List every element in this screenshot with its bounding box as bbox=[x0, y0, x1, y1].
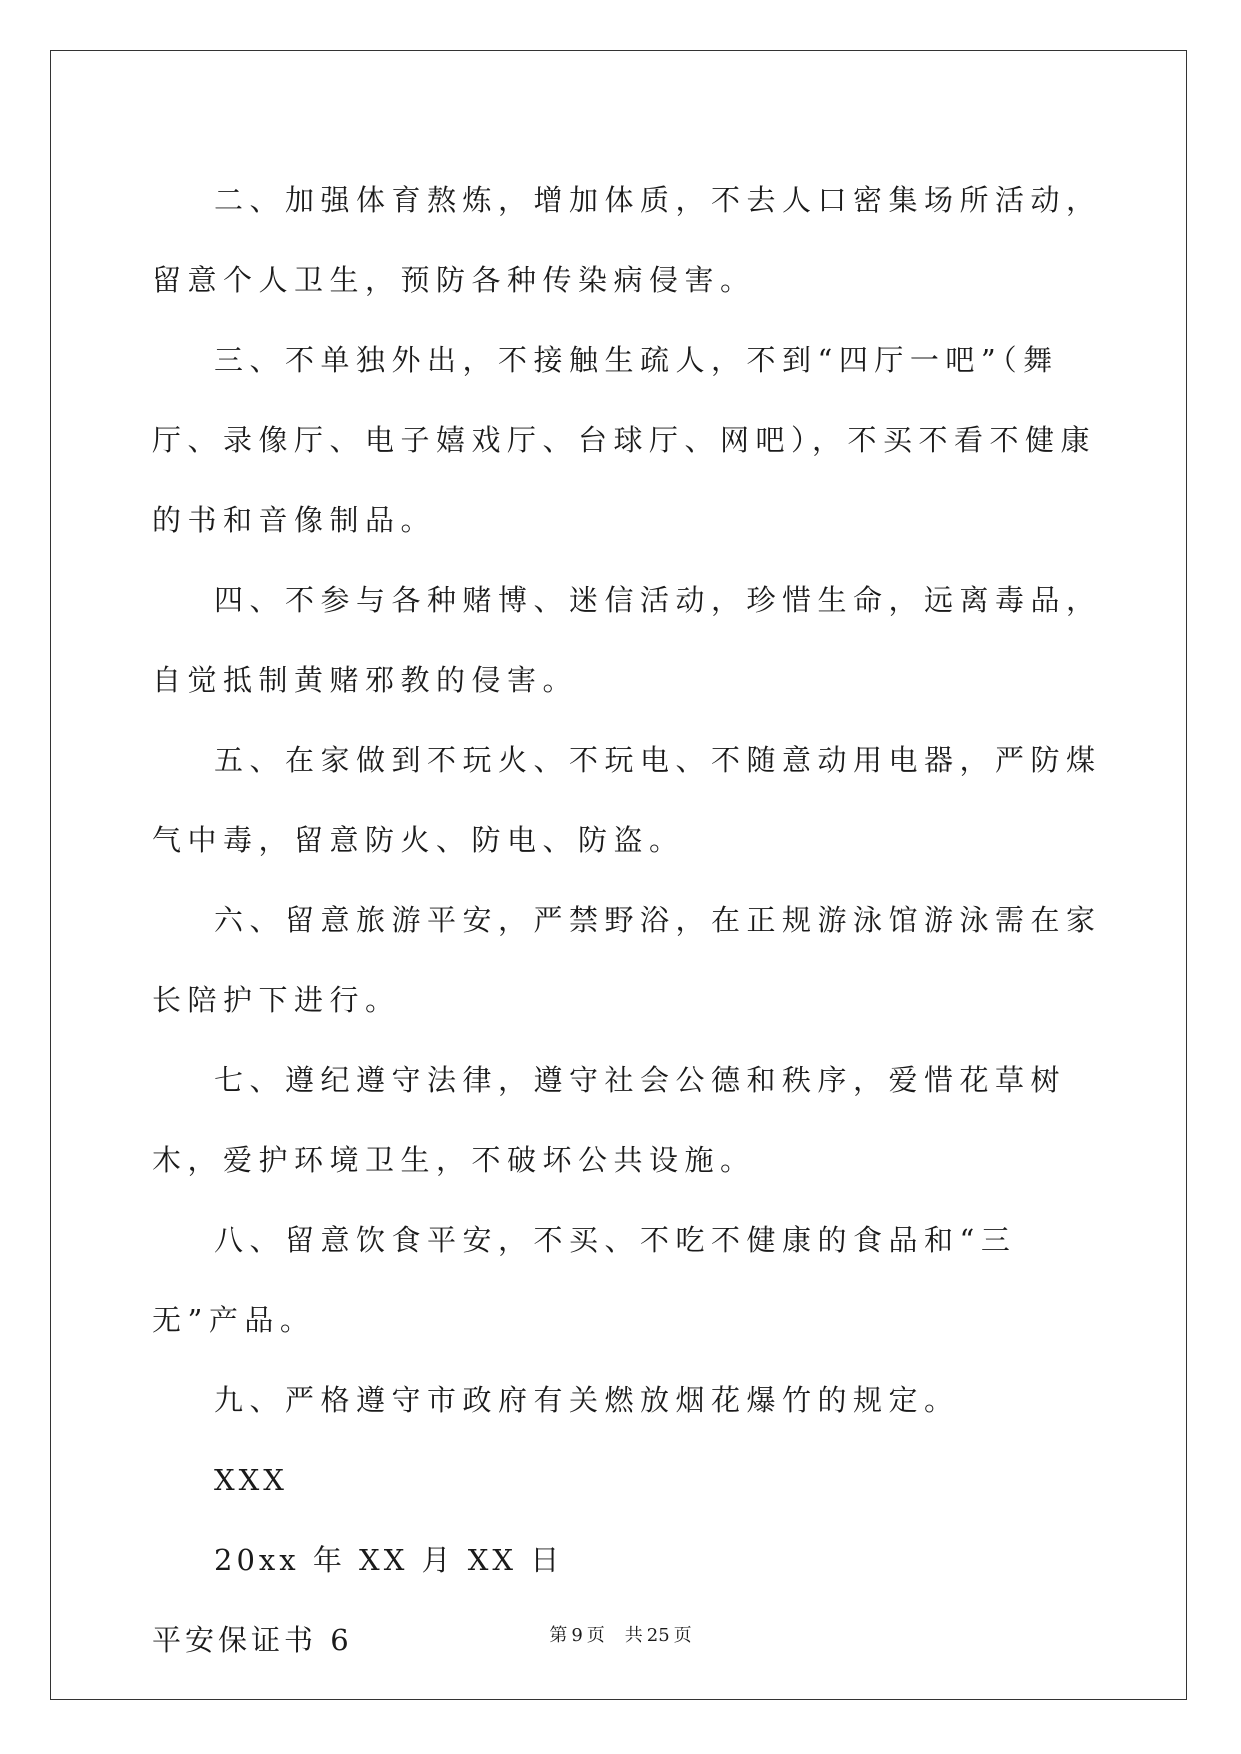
footer-total-pages: 25 bbox=[646, 1625, 670, 1646]
footer-prefix: 第 bbox=[549, 1625, 568, 1646]
date-line: 20xx 年 XX 月 XX 日 bbox=[214, 1543, 564, 1577]
paragraph-7: 七、遵纪遵守法律，遵守社会公德和秩序，爱惜花草树木，爱护环境卫生，不破坏公共设施。 bbox=[152, 1063, 1067, 1177]
footer-page-suffix: 页 bbox=[586, 1625, 605, 1646]
footer-total-suffix: 页 bbox=[673, 1625, 692, 1646]
footer-total-prefix: 共 bbox=[624, 1625, 643, 1646]
paragraph-2: 二、加强体育熬炼，增加体质，不去人口密集场所活动，留意个人卫生，预防各种传染病侵害。 bbox=[152, 183, 1102, 297]
document-body bbox=[152, 160, 1102, 1680]
paragraph-4: 四、不参与各种赌博、迷信活动，珍惜生命，远离毒品，自觉抵制黄赌邪教的侵害。 bbox=[152, 583, 1102, 697]
paragraph-9: 九、严格遵守市政府有关燃放烟花爆竹的规定。 bbox=[214, 1383, 960, 1417]
footer-page-number: 9 bbox=[571, 1625, 583, 1646]
signature: XXX bbox=[214, 1463, 288, 1497]
paragraph-5: 五、在家做到不玩火、不玩电、不随意动用电器，严防煤气中毒，留意防火、防电、防盗。 bbox=[152, 743, 1102, 857]
page-footer bbox=[0, 1621, 1241, 1647]
next-section-heading: 平安保证书 6 bbox=[152, 1623, 353, 1657]
paragraph-8: 八、留意饮食平安，不买、不吃不健康的食品和“三无”产品。 bbox=[152, 1223, 1017, 1337]
paragraph-3: 三、不单独外出，不接触生疏人，不到“四厅一吧”（舞厅、录像厅、电子嬉戏厅、台球厅、网吧），不买不看不健康的书和音像制品。 bbox=[152, 343, 1097, 537]
paragraph-6: 六、留意旅游平安，严禁野浴，在正规游泳馆游泳需在家长陪护下进行。 bbox=[152, 903, 1102, 1017]
